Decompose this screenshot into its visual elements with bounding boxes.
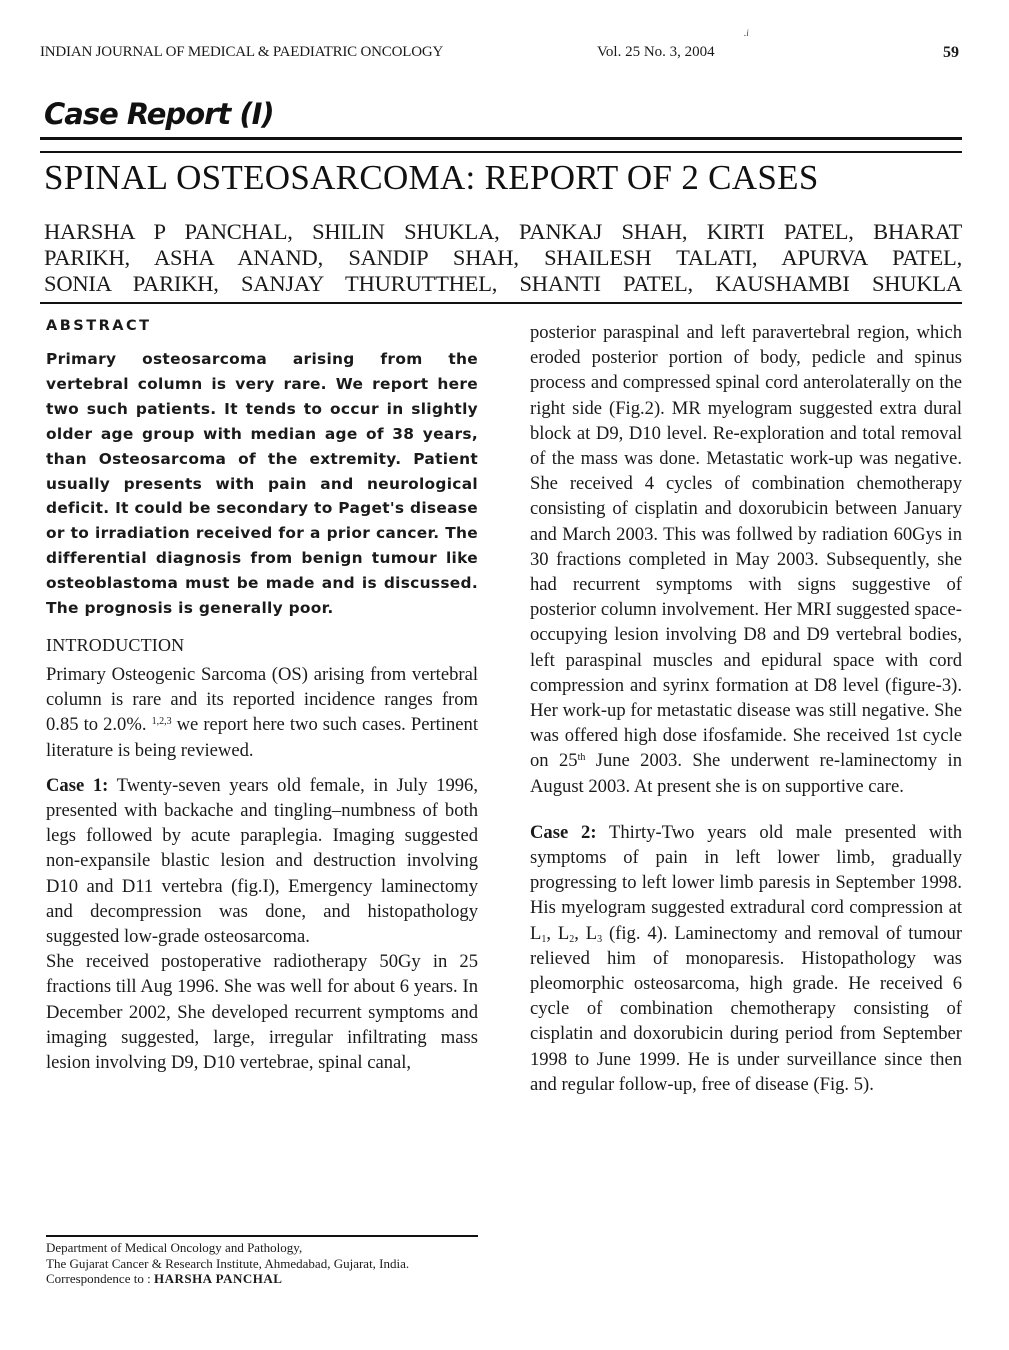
left-column <box>46 318 478 1075</box>
author-list <box>44 219 962 297</box>
header-rule-top <box>40 137 962 140</box>
case2-paragraph: Case 2: Thirty-Two years old male presented with symptoms of pain in left lower limb, gradually progressing to left lower limb paresis in September 1998. His myelogram suggested extradural cord compression at $L_1$, $L_2$, $L_3$ (fig. 4). Laminectomy and removal of tumour relieved him of monoparesis. Histopathology was pleomorphic osteosarcoma, high grade. He received 6 cycle of combination chemotherapy consisting of cisplatin and doxorubicin during period from September 1998 to June 1999. He is under surveillance since then and regular follow-up, free of disease (Fig. 5). <box>530 821 963 1095</box>
affiliation-institute: The Gujarat Cancer & Research Institute, Ahmedabad, Gujarat, India. <box>46 1255 410 1271</box>
authors-rule <box>40 302 962 304</box>
running-head <box>40 44 959 66</box>
author-line: PARIKH, ASHA ANAND, SANDIP SHAH, SHAILESH TALATI, APURVA PATEL, <box>44 245 962 270</box>
correspondence: Correspondence to : HARSHA PANCHAL <box>46 1271 283 1286</box>
page-number: 59 <box>943 44 959 61</box>
article-title: SPINAL OSTEOSARCOMA: REPORT OF 2 CASES <box>44 158 819 197</box>
author-line: HARSHA P PANCHAL, SHILIN SHUKLA, PANKAJ SHAH, KIRTI PATEL, BHARAT <box>44 219 962 244</box>
affiliation-department: Department of Medical Oncology and Pathology, <box>46 1240 303 1255</box>
case1-paragraph-continued: She received postoperative radiotherapy 50Gy in 25 fractions till Aug 1996. She was well for about 6 years. In December 2002, She developed recurrent symptoms and imaging suggested, large, irregular infiltrating mass lesion involving D9, D10 vertebrae, spinal canal, <box>46 951 478 1074</box>
citation-reference: 1,2,3 <box>151 716 172 728</box>
section-label: Case Report (I) <box>44 97 274 131</box>
affiliation-footnote <box>46 1240 486 1287</box>
abstract-body: Primary osteosarcoma arising from the vertebral column is very rare. We report here two such patients. It tends to occur in slightly older age group with median age of 38 years, than Osteosarcoma of the extremity. Patient usually presents with pain and neurological deficit. It could be secondary to Paget's disease or to irradiation received for a prior cancer. The differential diagnosis from benign tumour like osteoblastoma must be made and is discussed. The prognosis is generally poor. <box>46 350 478 618</box>
abstract-heading: ABSTRACT <box>46 318 152 334</box>
case1-paragraph: Case 1: Twenty-seven years old female, in July 1996, presented with backache and tingling–numbness of both legs followed by acute paraplegia. Imaging suggested non-expansile blastic lesion and destruction involving D10 and D11 vertebra (fig.I), Emergency laminectomy and decompression was done, and histopathology suggested low-grade osteosarcoma. <box>46 774 478 947</box>
case1-label: Case 1: <box>46 774 109 796</box>
journal-name: INDIAN JOURNAL OF MEDICAL & PAEDIATRIC ONCOLOGY <box>40 44 444 60</box>
scan-artifact-mark: .i <box>744 28 749 38</box>
case2-label: Case 2: <box>530 821 597 843</box>
footnote-rule <box>46 1235 478 1237</box>
header-rule-bottom <box>40 151 962 153</box>
author-line: SONIA PARIKH, SANJAY THURUTTHEL, SHANTI PATEL, KAUSHAMBI SHUKLA <box>44 271 962 296</box>
correspondence-name: HARSHA PANCHAL <box>153 1271 283 1286</box>
introduction-body: Primary Osteogenic Sarcoma (OS) arising from vertebral column is rare and its reported incidence ranges from 0.85 to 2.0%. $^{1,2,3}$ we report here two such cases. Pertinent literature is being reviewed. <box>46 663 479 761</box>
introduction-heading: INTRODUCTION <box>46 634 185 655</box>
volume-issue: Vol. 25 No. 3, 2004 <box>597 44 715 60</box>
right-column <box>530 320 962 1097</box>
case1-paragraph-right: posterior paraspinal and left paravertebral region, which eroded posterior portion of body, pedicle and spinus process and compressed spinal cord anterolaterally on the right side (Fig.2). MR myelogram suggested extra dural block at D9, D10 level. Re-exploration and total removal of the mass was done. Metastatic work-up was negative. She received 4 cycles of combination chemotherapy consisting of cisplatin and doxorubicin between January and March 2003. This was follwed by radiation 60Gys in 30 fractions completed in May 2003. Subsequently, she had recurrent symptoms with signs suggestive of posterior column involvement. Her MRI suggested space-occupying lesion involving D8 and D9 vertebral bodies, left paraspinal muscles and epidural space with cord compression and syrinx formation at D8 level (figure-3). Her work-up for metastatic disease was still negative. She was offered high dose ifosfamide. She received 1st cycle on 25th June 2003. She underwent re-laminectomy in August 2003. At present she is on supportive care. <box>530 322 962 797</box>
